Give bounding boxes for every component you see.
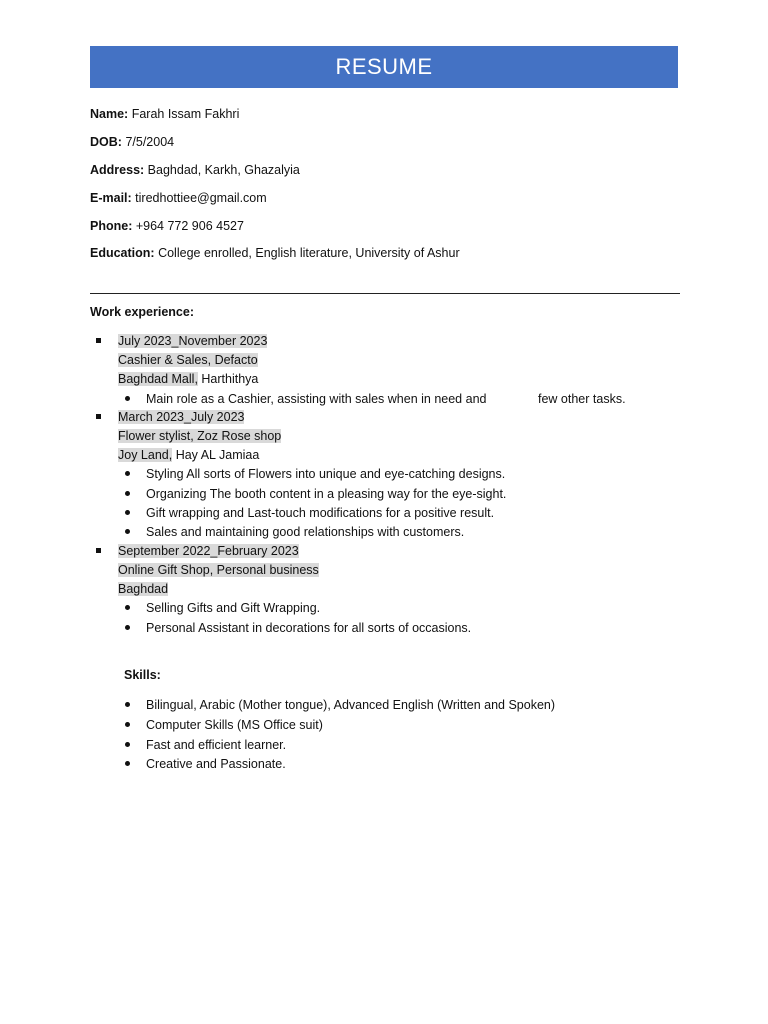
job-dates-text: July 2023_November 2023 — [118, 334, 268, 348]
address-label: Address: — [90, 163, 145, 177]
bullet-dot — [125, 625, 130, 630]
address-field — [90, 162, 300, 178]
skill-item: Bilingual, Arabic (Mother tongue), Advanced English (Written and Spoken) — [146, 698, 556, 712]
job-role-text: Cashier & Sales, Defacto — [118, 353, 258, 367]
job-role — [118, 352, 258, 368]
job-place-highlight: Joy Land, — [118, 448, 173, 462]
skills-heading: Skills: — [124, 668, 161, 682]
skill-item: Computer Skills (MS Office suit) — [146, 718, 323, 732]
job-place-highlight: Baghdad — [118, 582, 169, 596]
education-field — [90, 245, 460, 261]
job-bullet: Sales and maintaining good relationships with customers. — [146, 525, 465, 539]
bullet-dot — [125, 761, 130, 766]
job-place-rest: Hay AL Jamiaa — [172, 448, 260, 462]
job-role-text: Online Gift Shop, Personal business — [118, 563, 319, 577]
job-square-bullet — [96, 548, 101, 553]
name-label: Name: — [90, 107, 129, 121]
job-dates — [118, 543, 299, 559]
job-bullet: Personal Assistant in decorations for all sorts of occasions. — [146, 621, 472, 635]
job-role-text: Flower stylist, Zoz Rose shop — [118, 429, 282, 443]
job-square-bullet — [96, 338, 101, 343]
job-place — [118, 581, 168, 597]
job-dates-text: September 2022_February 2023 — [118, 544, 299, 558]
job-place — [118, 371, 258, 387]
phone-field — [90, 218, 244, 234]
section-divider — [90, 293, 680, 294]
address-value: Baghdad, Karkh, Ghazalyia — [147, 163, 300, 177]
job-bullet: Organizing The booth content in a pleasing way for the eye-sight. — [146, 487, 507, 501]
phone-value: +964 772 906 4527 — [135, 219, 244, 233]
email-value: tiredhottiee@gmail.com — [135, 191, 267, 205]
job-bullet: Main role as a Cashier, assisting with sales when in need and — [146, 392, 487, 406]
bullet-dot — [125, 529, 130, 534]
job-square-bullet — [96, 414, 101, 419]
job-place-highlight: Baghdad Mall, — [118, 372, 198, 386]
job-place-rest: Harthithya — [197, 372, 259, 386]
job-role — [118, 428, 281, 444]
skill-item: Fast and efficient learner. — [146, 738, 287, 752]
bullet-dot — [125, 605, 130, 610]
bullet-dot — [125, 742, 130, 747]
bullet-dot — [125, 722, 130, 727]
education-label: Education: — [90, 246, 155, 260]
bullet-dot — [125, 510, 130, 515]
bullet-dot — [125, 491, 130, 496]
job-bullet: Selling Gifts and Gift Wrapping. — [146, 601, 321, 615]
email-label: E-mail: — [90, 191, 132, 205]
job-dates-text: March 2023_July 2023 — [118, 410, 245, 424]
dob-value: 7/5/2004 — [125, 135, 175, 149]
phone-label: Phone: — [90, 219, 133, 233]
email-field — [90, 190, 267, 206]
job-dates — [118, 333, 267, 349]
job-role — [118, 562, 319, 578]
dob-label: DOB: — [90, 135, 122, 149]
job-bullet: Gift wrapping and Last-touch modifications for a positive result. — [146, 506, 495, 520]
job-dates — [118, 409, 244, 425]
education-value: College enrolled, English literature, University of Ashur — [158, 246, 460, 260]
name-value: Farah Issam Fakhri — [131, 107, 240, 121]
name-field — [90, 106, 239, 122]
skill-item: Creative and Passionate. — [146, 757, 286, 771]
job-bullet-tail: few other tasks. — [538, 392, 626, 406]
bullet-dot — [125, 702, 130, 707]
resume-title-banner: RESUME — [90, 46, 678, 88]
bullet-dot — [125, 471, 130, 476]
job-place — [118, 447, 259, 463]
bullet-dot — [125, 396, 130, 401]
job-bullet: Styling All sorts of Flowers into unique and eye-catching designs. — [146, 467, 506, 481]
work-experience-heading: Work experience: — [90, 305, 194, 319]
dob-field — [90, 134, 174, 150]
